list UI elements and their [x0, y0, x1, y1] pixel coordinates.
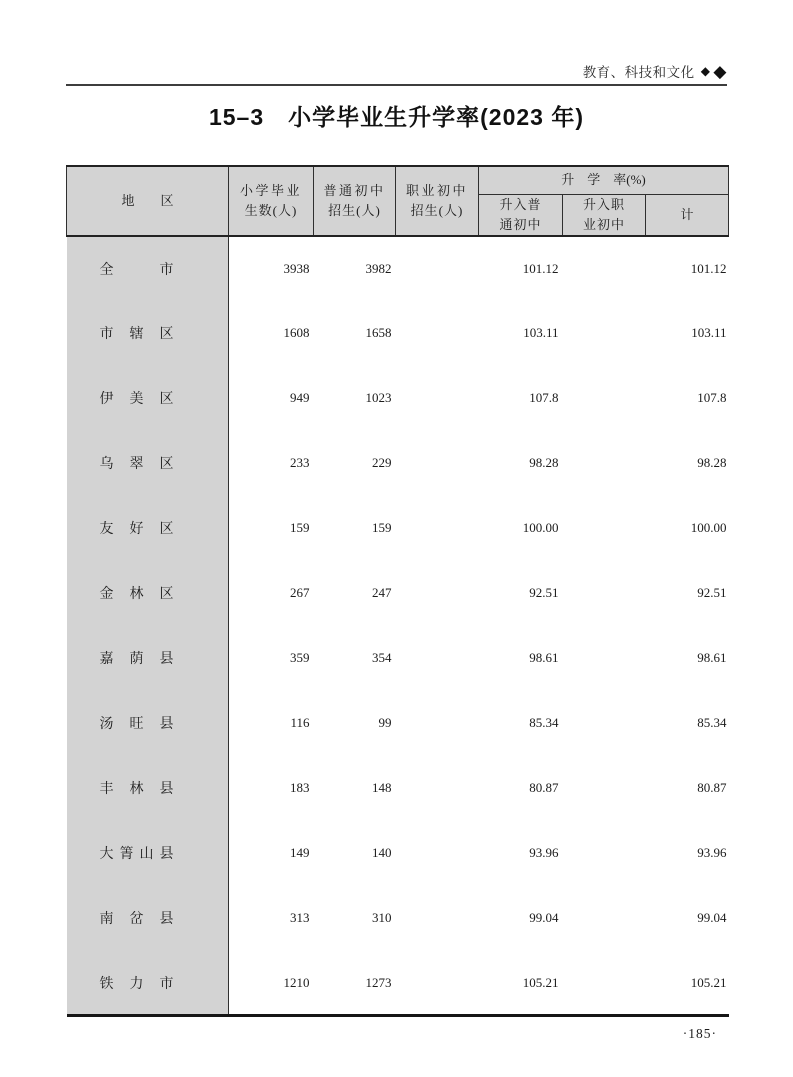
cell-vocational-enroll: [396, 756, 479, 821]
table-row: [67, 951, 729, 1016]
page-title: 15–3 小学毕业生升学率(2023 年): [208, 104, 585, 130]
cell-vocational-enroll: [396, 301, 479, 366]
cell-region: [67, 496, 229, 561]
cell-rate-total: 100.00: [690, 520, 727, 536]
col-header-regular-enroll: [314, 166, 396, 236]
cell-rate-regular: 85.34: [529, 715, 559, 731]
col-header-rate-regular-line2: 通初中: [499, 216, 542, 232]
cell-graduates: 116: [290, 715, 310, 731]
cell-regular-enroll: 310: [372, 910, 392, 926]
table-row: [67, 821, 729, 886]
cell-vocational-enroll: [396, 691, 479, 756]
region-label: 乌翠区: [99, 457, 174, 473]
cell-graduates: 183: [290, 780, 310, 796]
region-label: 友好区: [99, 522, 174, 538]
cell-rate-total: 98.61: [697, 650, 727, 666]
cell-rate-vocational: [563, 886, 646, 951]
col-header-regular-line2: 招生(人): [328, 202, 381, 218]
cell-rate-vocational: [563, 496, 646, 561]
cell-rate-regular: 99.04: [529, 910, 559, 926]
region-label: 南岔县: [99, 912, 174, 928]
table-row: [67, 301, 729, 366]
cell-rate-total: 105.21: [690, 974, 727, 990]
region-label: 市辖区: [99, 327, 174, 343]
col-header-rate-vocational-line2: 业初中: [582, 216, 625, 232]
cell-region: [67, 561, 229, 626]
cell-rate-total: 92.51: [697, 585, 727, 601]
cell-rate-vocational: [563, 236, 646, 301]
page-number: ·185·: [682, 1026, 717, 1041]
cell-vocational-enroll: [396, 561, 479, 626]
cell-region: [67, 691, 229, 756]
cell-vocational-enroll: [396, 886, 479, 951]
col-header-vocational-line2: 招生(人): [410, 202, 464, 218]
statistics-table: [66, 165, 729, 1017]
region-label: 伊美区: [99, 392, 174, 408]
table-body: [67, 236, 729, 1016]
cell-region: [67, 951, 229, 1016]
cell-regular-enroll: 159: [372, 520, 392, 536]
col-header-rate-total: 计: [646, 194, 729, 236]
cell-rate-regular: 107.8: [529, 390, 559, 406]
cell-region: [67, 431, 229, 496]
cell-rate-total: 93.96: [697, 845, 727, 861]
col-header-graduates-line2: 生数(人): [244, 202, 298, 218]
table-row: [67, 886, 729, 951]
table-row: [67, 496, 729, 561]
cell-graduates: 1210: [283, 974, 310, 990]
col-header-vocational-enroll: [396, 166, 479, 236]
cell-rate-regular: 93.96: [529, 845, 559, 861]
col-header-rate-vocational-line1: 升入职: [582, 196, 625, 212]
cell-rate-regular: 101.12: [522, 260, 559, 276]
cell-rate-total: 98.28: [697, 455, 727, 471]
cell-rate-vocational: [563, 951, 646, 1016]
cell-vocational-enroll: [396, 236, 479, 301]
cell-rate-vocational: [563, 431, 646, 496]
cell-rate-total: 103.11: [691, 325, 727, 341]
cell-graduates: 159: [290, 520, 310, 536]
cell-rate-vocational: [563, 691, 646, 756]
col-header-graduates: [229, 166, 314, 236]
col-header-rate-vocational: [563, 194, 646, 236]
cell-rate-total: 99.04: [697, 910, 727, 926]
cell-graduates: 149: [290, 845, 310, 861]
cell-graduates: 3938: [283, 260, 310, 276]
cell-graduates: 1608: [283, 325, 310, 341]
cell-graduates: 949: [290, 390, 310, 406]
cell-rate-regular: 105.21: [522, 974, 559, 990]
cell-regular-enroll: 1658: [365, 325, 392, 341]
cell-regular-enroll: 3982: [365, 260, 392, 276]
col-header-graduates-line1: 小学毕业: [239, 182, 302, 198]
cell-graduates: 359: [290, 650, 310, 666]
region-label: 铁力市: [99, 976, 174, 992]
cell-region: [67, 626, 229, 691]
table-row: [67, 756, 729, 821]
cell-region: [67, 366, 229, 431]
cell-rate-total: 85.34: [697, 715, 727, 731]
region-label: 丰林县: [99, 782, 174, 798]
cell-regular-enroll: 1273: [365, 974, 392, 990]
cell-rate-vocational: [563, 301, 646, 366]
diamond-icon-small: ◆: [700, 64, 711, 78]
cell-region: [67, 886, 229, 951]
cell-region: [67, 236, 229, 301]
header-rule: [66, 84, 727, 86]
diamond-icon-large: ◆: [713, 61, 727, 81]
table-row: [67, 366, 729, 431]
table-row: [67, 431, 729, 496]
cell-regular-enroll: 1023: [365, 390, 392, 406]
cell-rate-vocational: [563, 366, 646, 431]
cell-rate-total: 80.87: [697, 780, 727, 796]
running-head: [583, 61, 727, 81]
col-header-rate-group: 升 学 率(%): [479, 166, 729, 194]
table-header: [67, 166, 729, 236]
cell-graduates: 313: [290, 910, 310, 926]
section-label: 教育、科技和文化: [582, 65, 695, 80]
cell-rate-regular: 100.00: [522, 520, 559, 536]
cell-rate-total: 107.8: [697, 390, 727, 406]
cell-rate-regular: 98.28: [529, 455, 559, 471]
cell-region: [67, 301, 229, 366]
col-header-vocational-line1: 职业初中: [405, 182, 468, 198]
cell-regular-enroll: 229: [372, 455, 392, 471]
cell-regular-enroll: 354: [372, 650, 392, 666]
cell-region: [67, 821, 229, 886]
region-label: 全市: [99, 262, 174, 278]
cell-rate-vocational: [563, 626, 646, 691]
col-header-rate-regular: [479, 194, 563, 236]
cell-rate-vocational: [563, 756, 646, 821]
cell-vocational-enroll: [396, 951, 479, 1016]
cell-rate-vocational: [563, 561, 646, 626]
table-row: [67, 691, 729, 756]
header-row-top: [67, 166, 729, 194]
cell-region: [67, 756, 229, 821]
cell-vocational-enroll: [396, 366, 479, 431]
table-row: [67, 561, 729, 626]
cell-vocational-enroll: [396, 626, 479, 691]
cell-rate-regular: 98.61: [529, 650, 559, 666]
col-header-regular-line1: 普通初中: [323, 182, 386, 198]
cell-vocational-enroll: [396, 496, 479, 561]
cell-graduates: 233: [290, 455, 310, 471]
cell-rate-regular: 92.51: [529, 585, 559, 601]
region-label: 嘉荫县: [99, 652, 174, 668]
cell-rate-vocational: [563, 821, 646, 886]
cell-rate-total: 101.12: [690, 260, 727, 276]
region-label: 金林区: [99, 587, 174, 603]
cell-regular-enroll: 99: [378, 715, 392, 731]
cell-regular-enroll: 247: [372, 585, 392, 601]
table-row: [67, 236, 729, 301]
col-header-rate-regular-line1: 升入普: [499, 196, 542, 212]
cell-graduates: 267: [290, 585, 310, 601]
region-label: 大箐山县: [99, 847, 174, 863]
cell-regular-enroll: 148: [372, 780, 392, 796]
region-label: 汤旺县: [99, 717, 174, 733]
cell-regular-enroll: 140: [372, 845, 392, 861]
cell-rate-regular: 80.87: [529, 780, 559, 796]
cell-rate-regular: 103.11: [523, 325, 559, 341]
table-row: [67, 626, 729, 691]
col-header-region: 地 区: [67, 166, 229, 236]
cell-vocational-enroll: [396, 431, 479, 496]
cell-vocational-enroll: [396, 821, 479, 886]
